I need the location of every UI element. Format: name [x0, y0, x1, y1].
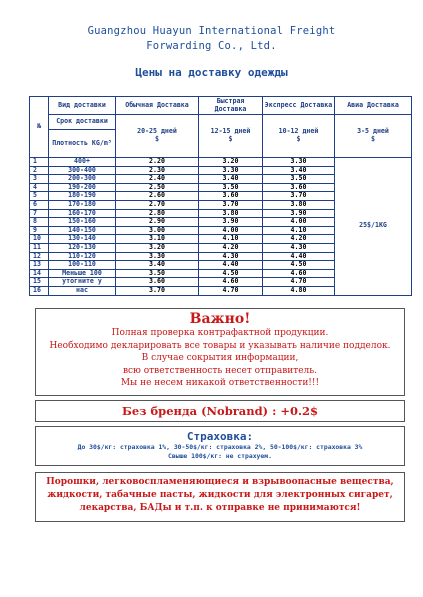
prohibited-items [35, 472, 405, 522]
header-regular: Обычная Доставка [116, 97, 199, 115]
row-no: 8 [30, 218, 49, 227]
row-express: 4.70 [263, 278, 335, 287]
row-no: 13 [30, 261, 49, 270]
row-fast: 4.40 [199, 261, 263, 270]
header-delivery-type: Вид доставки [49, 97, 116, 115]
row-express: 3.30 [263, 158, 335, 167]
row-fast: 4.70 [199, 286, 263, 295]
header-density: Плотность KG/m³ [49, 130, 116, 158]
insurance-box [35, 426, 405, 466]
row-density: 300-400 [49, 166, 116, 175]
time-regular-days: 20-25 дней [137, 127, 177, 136]
row-regular: 2.50 [116, 183, 199, 192]
important-line: всю ответственность несет отправитель. [122, 365, 318, 376]
row-no: 11 [30, 243, 49, 252]
row-density: 190-200 [49, 183, 116, 192]
row-fast: 3.30 [199, 166, 263, 175]
row-fast: 3.90 [199, 218, 263, 227]
row-regular: 3.00 [116, 226, 199, 235]
row-regular: 2.40 [116, 175, 199, 184]
document-title: Цены на доставку одежды [135, 66, 288, 79]
row-density: 120-130 [49, 243, 116, 252]
row-no: 3 [30, 175, 49, 184]
header-fast: Быстрая Доставка [199, 97, 263, 115]
currency-air: $ [371, 135, 375, 143]
row-fast: 4.10 [199, 235, 263, 244]
row-no: 7 [30, 209, 49, 218]
row-fast: 3.80 [199, 209, 263, 218]
row-fast: 3.70 [199, 200, 263, 209]
time-fast-days: 12-15 дней [210, 127, 251, 136]
row-express: 3.70 [263, 192, 335, 201]
time-air [335, 115, 412, 158]
insurance-limit: Свыше 100$/кг: не страхуем. [168, 452, 272, 460]
row-density: 180-190 [49, 192, 116, 201]
row-fast: 4.50 [199, 269, 263, 278]
row-regular: 3.60 [116, 278, 199, 287]
row-no: 2 [30, 166, 49, 175]
important-line: Мы не несем никакой ответственности!!! [120, 378, 320, 388]
row-density: 200-300 [49, 175, 116, 184]
important-notice [35, 308, 405, 396]
row-no: 4 [30, 183, 49, 192]
header-no: № [30, 97, 49, 158]
row-regular: 3.50 [116, 269, 199, 278]
important-line: Полная проверка контрафактной продукции. [111, 328, 329, 338]
prohibited-line: Порошки, легковоспламеняющиеся и взрывоопасные вещества, [46, 477, 394, 487]
time-regular [116, 115, 199, 158]
row-express: 3.40 [263, 166, 335, 175]
row-regular: 3.70 [116, 286, 199, 295]
row-density: 130-140 [49, 235, 116, 244]
insurance-title: Страховка: [186, 430, 254, 443]
row-density: 160-170 [49, 209, 116, 218]
row-regular: 2.90 [116, 218, 199, 227]
currency-fast: $ [228, 135, 233, 143]
header-air: Авиа Доставка [335, 97, 412, 115]
row-density: 110-120 [49, 252, 116, 261]
prohibited-line: лекарства, БАДы и т.п. к отправке не принимаются! [79, 503, 361, 513]
important-line: В случае сокрытия информации, [141, 353, 299, 363]
row-density: утогните у [49, 278, 116, 287]
row-density: 150-160 [49, 218, 116, 227]
row-no: 14 [30, 269, 49, 278]
header-express: Экспресс Доставка [263, 97, 335, 115]
row-density: 400+ [49, 158, 116, 167]
row-density: Меньше 100 [49, 269, 116, 278]
row-density: 140-150 [49, 226, 116, 235]
row-density: 170-180 [49, 200, 116, 209]
row-no: 5 [30, 192, 49, 201]
row-regular: 3.40 [116, 261, 199, 270]
currency-regular: $ [155, 135, 159, 143]
company-name-line1: Guangzhou Huayun International Freight [87, 25, 336, 37]
time-express-days: 10-12 дней [278, 127, 319, 136]
time-express [263, 115, 335, 158]
row-express: 3.90 [263, 209, 335, 218]
row-density: нас [49, 286, 116, 295]
rates-table [29, 96, 412, 296]
row-fast: 3.20 [199, 158, 263, 167]
air-rate: 25$/1KG [335, 158, 412, 296]
row-express: 4.80 [263, 286, 335, 295]
insurance-rates: До 30$/кг: страховка 1%, 30-50$/кг: страховка 2%, 50-100$/кг: страховка 3% [77, 443, 363, 451]
row-no: 9 [30, 226, 49, 235]
row-regular: 3.30 [116, 252, 199, 261]
row-no: 6 [30, 200, 49, 209]
row-express: 4.60 [263, 269, 335, 278]
row-fast: 3.40 [199, 175, 263, 184]
row-express: 4.20 [263, 235, 335, 244]
row-fast: 4.60 [199, 278, 263, 287]
row-no: 12 [30, 252, 49, 261]
row-fast: 4.00 [199, 226, 263, 235]
company-name-line2: Forwarding Co., Ltd. [146, 40, 277, 52]
row-regular: 2.70 [116, 200, 199, 209]
prohibited-line: жидкости, табачные пасты, жидкости для электронных сигарет, [47, 490, 393, 500]
row-regular: 3.20 [116, 243, 199, 252]
company-name [0, 24, 423, 54]
row-fast: 4.30 [199, 252, 263, 261]
important-title: Важно! [189, 311, 251, 327]
row-regular: 2.60 [116, 192, 199, 201]
nobrand-surcharge: Без бренда (Nobrand) : +0.2$ [35, 400, 405, 422]
header-delivery-time: Срок доставки [49, 115, 116, 130]
row-regular: 2.80 [116, 209, 199, 218]
time-air-days: 3-5 дней [357, 127, 389, 136]
row-express: 4.40 [263, 252, 335, 261]
row-express: 4.10 [263, 226, 335, 235]
row-no: 10 [30, 235, 49, 244]
row-express: 3.80 [263, 200, 335, 209]
row-fast: 3.60 [199, 192, 263, 201]
row-regular: 2.30 [116, 166, 199, 175]
row-density: 100-110 [49, 261, 116, 270]
row-fast: 3.50 [199, 183, 263, 192]
row-express: 4.30 [263, 243, 335, 252]
currency-express: $ [296, 135, 301, 143]
row-express: 4.00 [263, 218, 335, 227]
time-fast [199, 115, 263, 158]
row-no: 1 [30, 158, 49, 167]
important-line: Необходимо декларировать все товары и указывать наличие подделок. [49, 340, 391, 351]
row-express: 3.60 [263, 183, 335, 192]
row-express: 4.50 [263, 261, 335, 270]
row-fast: 4.20 [199, 243, 263, 252]
row-no: 15 [30, 278, 49, 287]
row-regular: 3.10 [116, 235, 199, 244]
row-regular: 2.20 [116, 158, 199, 167]
table-row [30, 158, 412, 167]
row-express: 3.50 [263, 175, 335, 184]
row-no: 16 [30, 286, 49, 295]
